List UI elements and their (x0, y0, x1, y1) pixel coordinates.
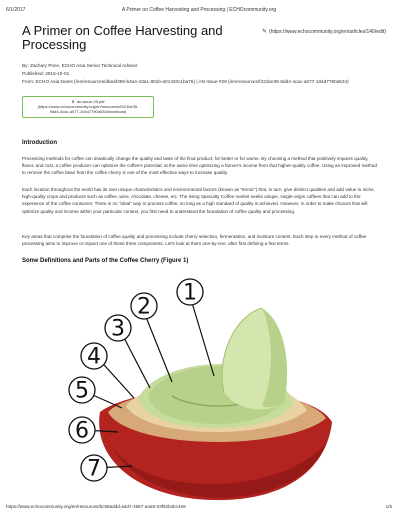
callout-6 (69, 417, 95, 444)
pdf-link-line-1[interactable]: (https://www.echocommunity.org/en/resources/f421be35- (37, 104, 139, 109)
callout-7-label: 7 (87, 456, 101, 482)
pdf-link-line-2[interactable]: 9dd4-4cac-a077-104d7790a534/download) (49, 109, 127, 114)
author-line: By: Zachary Price, ECHO Asia Senior Technical Advisor (22, 63, 138, 68)
coffee-cherry-figure (22, 272, 376, 504)
edit-icon: ✎ (262, 29, 268, 35)
callout-3-label: 3 (111, 316, 125, 342)
edit-link[interactable] (262, 28, 386, 35)
callout-6-label: 6 (75, 418, 89, 444)
pdf-filename[interactable]: an-issue-29.pdf (76, 99, 105, 104)
source-line[interactable]: From: ECHO Asia Notes (/en/resources/dbeaf359-b4a4-43a1-801b-a01320c1ba76) | AN Issue #29 (/en/resources/f421be35-9dd4-4cac-a077-104d7790a534) (22, 79, 349, 84)
intro-paragraph-2: Each location throughout the world has its own unique characteristics and environmental factors (known as "terroir") that, in turn, give distinct qualities and add value to niche, high-quality crops and products such as coffee, wine, chocolate, cheese, etc. The rising Specialty Coffee market seeks unique, single-origin coffees that can add to the experience of the coffee consumer. There is no "ideal" way to process coffee, so long as a high standard of quality is achieved. However, in order to make choices that will optimize quality and income within your particular context, you first need to understand the foundation of coffee quality and processing. (22, 187, 375, 214)
callout-7 (81, 455, 107, 482)
published-line: Published: 2016-10-01 (22, 71, 70, 76)
callout-5-label: 5 (75, 378, 89, 404)
print-date: 6/1/2017 (6, 7, 26, 13)
intro-paragraph-1: Processing methods for coffee can drastically change the quality and taste of the final product; for better or for worse. By choosing a method that positively impacts quality, flavor, and cost, a coffee producer can optimize the coffee's potential; at the same time optimizing a farmer's income from that higher-quality coffee. Using an improved method to remove the coffee bean from the coffee cherry is one of the most effective ways to increase quality. (22, 156, 377, 176)
print-page-title: A Primer on Coffee Harvesting and Processing | ECHOcommunity.org (121, 7, 277, 13)
intro-heading: Introduction (22, 140, 57, 146)
coffee-cherry-illustration (22, 272, 376, 504)
article-meta (22, 62, 349, 86)
callout-4-label: 4 (87, 344, 101, 370)
pdf-download-box[interactable] (22, 96, 154, 118)
callout-5 (69, 377, 95, 404)
callout-4 (81, 343, 107, 370)
callout-3 (105, 315, 131, 342)
callout-1 (177, 279, 203, 306)
intro-paragraph-3: Key areas that comprise the foundation of coffee quality and processing include cherry selection, fermentation, and moisture content. Each step in every method of coffee processing aims to improve or impact one of these three components. Let's look at them one-by-one, after first defining a few terms. (22, 234, 367, 247)
footer-url: https://www.echocommunity.org/en/resources/bc58addd-a4d7-4657-a4a8-03f62b4bc4e9 (6, 504, 186, 509)
callout-2-label: 2 (137, 294, 151, 320)
callout-2 (131, 293, 157, 320)
figure-heading: Some Definitions and Parts of the Coffee Cherry (Figure 1) (22, 258, 189, 264)
callout-1-label: 1 (183, 280, 197, 306)
article-title: A Primer on Coffee Harvesting and Processing (22, 23, 223, 52)
edit-link-url[interactable]: (https://www.echocommunity.org/en/articles/140/edit) (269, 28, 386, 35)
download-icon: ⬇ (71, 99, 75, 104)
footer-page-number: 1/5 (385, 504, 392, 509)
